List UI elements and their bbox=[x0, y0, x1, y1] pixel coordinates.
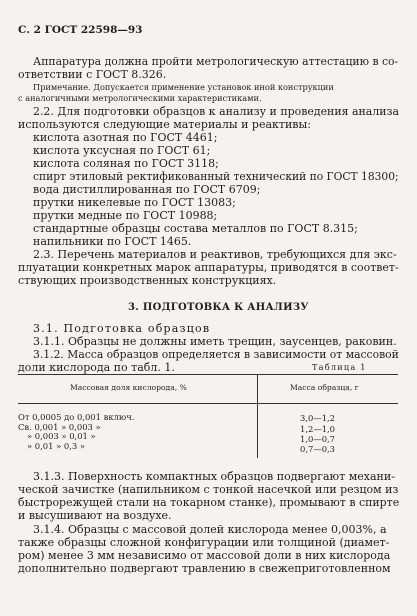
table-cell-oxygen: Св. 0,001 » 0,003 » bbox=[18, 422, 101, 432]
note-line-2: с аналогичными метрологическими характеристиками. bbox=[18, 93, 262, 103]
page-header: С. 2 ГОСТ 22598—93 bbox=[18, 24, 143, 36]
p3-1-4-line-3: ром) менее 3 мм независимо от массовой доли в них кислорода bbox=[18, 549, 391, 562]
table-cell-oxygen: » 0,003 » 0,01 » bbox=[27, 431, 96, 441]
p3-1-2-line-1: 3.1.2. Масса образцов определяется в зависимости от массовой bbox=[33, 348, 399, 361]
table-cell-mass: 3,0—1,2 bbox=[300, 413, 336, 423]
material-item: прутки никелевые по ГОСТ 13083; bbox=[33, 196, 236, 209]
section-3-title: 3. ПОДГОТОВКА К АНАЛИЗУ bbox=[128, 302, 309, 313]
p3-1-3-line-2: ческой зачистке (напильником с тонкой насечкой или резцом из bbox=[18, 483, 399, 496]
table-cell-oxygen: » 0,01 » 0,3 » bbox=[27, 441, 85, 451]
table-header-oxygen: Массовая доля кислорода, % bbox=[70, 383, 187, 392]
p3-1-4-line-4: дополнительно подвергают травлению в свежеприготовленном bbox=[18, 562, 391, 575]
p2-3-line-1: 2.3. Перечень материалов и реактивов, требующихся для экс- bbox=[33, 248, 397, 261]
table-cell-mass: 1,2—1,0 bbox=[300, 424, 336, 434]
subsection-3-1-title: 3.1. Подготовка образцов bbox=[33, 322, 211, 335]
p3-1-3-line-3: быстрорежущей стали на токарном станке), промывают в спирте bbox=[18, 496, 400, 509]
table-header-rule bbox=[18, 403, 398, 404]
table-caption: Таблица 1 bbox=[312, 362, 367, 372]
material-item: вода дистиллированная по ГОСТ 6709; bbox=[33, 183, 261, 196]
table-top-rule bbox=[18, 374, 398, 375]
table-cell-mass: 0,7—0,3 bbox=[300, 444, 336, 454]
p3-1-1-line: 3.1.1. Образцы не должны иметь трещин, заусенцев, раковин. bbox=[33, 335, 397, 348]
intro-line-1: Аппаратура должна пройти метрологическую аттестацию в со- bbox=[33, 55, 399, 68]
p3-1-3-line-4: и высушивают на воздухе. bbox=[18, 509, 172, 522]
note-line-1: Примечание. Допускается применение установок иной конструкции bbox=[33, 82, 334, 92]
table-column-divider bbox=[257, 374, 258, 458]
material-item: спирт этиловый ректификованный технический по ГОСТ 18300; bbox=[33, 170, 399, 183]
p3-1-2-line-2: доли кислорода по табл. 1. bbox=[18, 361, 175, 374]
material-item: кислота соляная по ГОСТ 3118; bbox=[33, 157, 219, 170]
material-item: напильники по ГОСТ 1465. bbox=[33, 235, 192, 248]
p2-2-line-1: 2.2. Для подготовки образцов к анализу и проведения анализа bbox=[33, 105, 400, 118]
material-item: кислота азотная по ГОСТ 4461; bbox=[33, 131, 218, 144]
p3-1-4-line-1: 3.1.4. Образцы с массовой долей кислорода менее 0,003%, а bbox=[33, 523, 387, 536]
table-header-mass: Масса образца, г bbox=[290, 383, 359, 392]
table-cell-mass: 1,0—0,7 bbox=[300, 434, 336, 444]
p2-3-line-3: ствующих производственных конструкциях. bbox=[18, 274, 277, 287]
table-cell-oxygen: От 0,0005 до 0,001 включ. bbox=[18, 412, 135, 422]
p3-1-3-line-1: 3.1.3. Поверхность компактных образцов подвергают механи- bbox=[33, 470, 395, 483]
p2-2-line-2: используются следующие материалы и реактивы: bbox=[18, 118, 311, 131]
material-item: кислота уксусная по ГОСТ 61; bbox=[33, 144, 211, 157]
material-item: стандартные образцы состава металлов по ГОСТ 8.315; bbox=[33, 222, 358, 235]
p3-1-4-line-2: также образцы сложной конфигурации или толщиной (диамет- bbox=[18, 536, 390, 549]
material-item: прутки медные по ГОСТ 10988; bbox=[33, 209, 218, 222]
intro-line-2: ответствии с ГОСТ 8.326. bbox=[18, 68, 167, 81]
p2-3-line-2: плуатации конкретных марок аппаратуры, приводятся в соответ- bbox=[18, 261, 399, 274]
